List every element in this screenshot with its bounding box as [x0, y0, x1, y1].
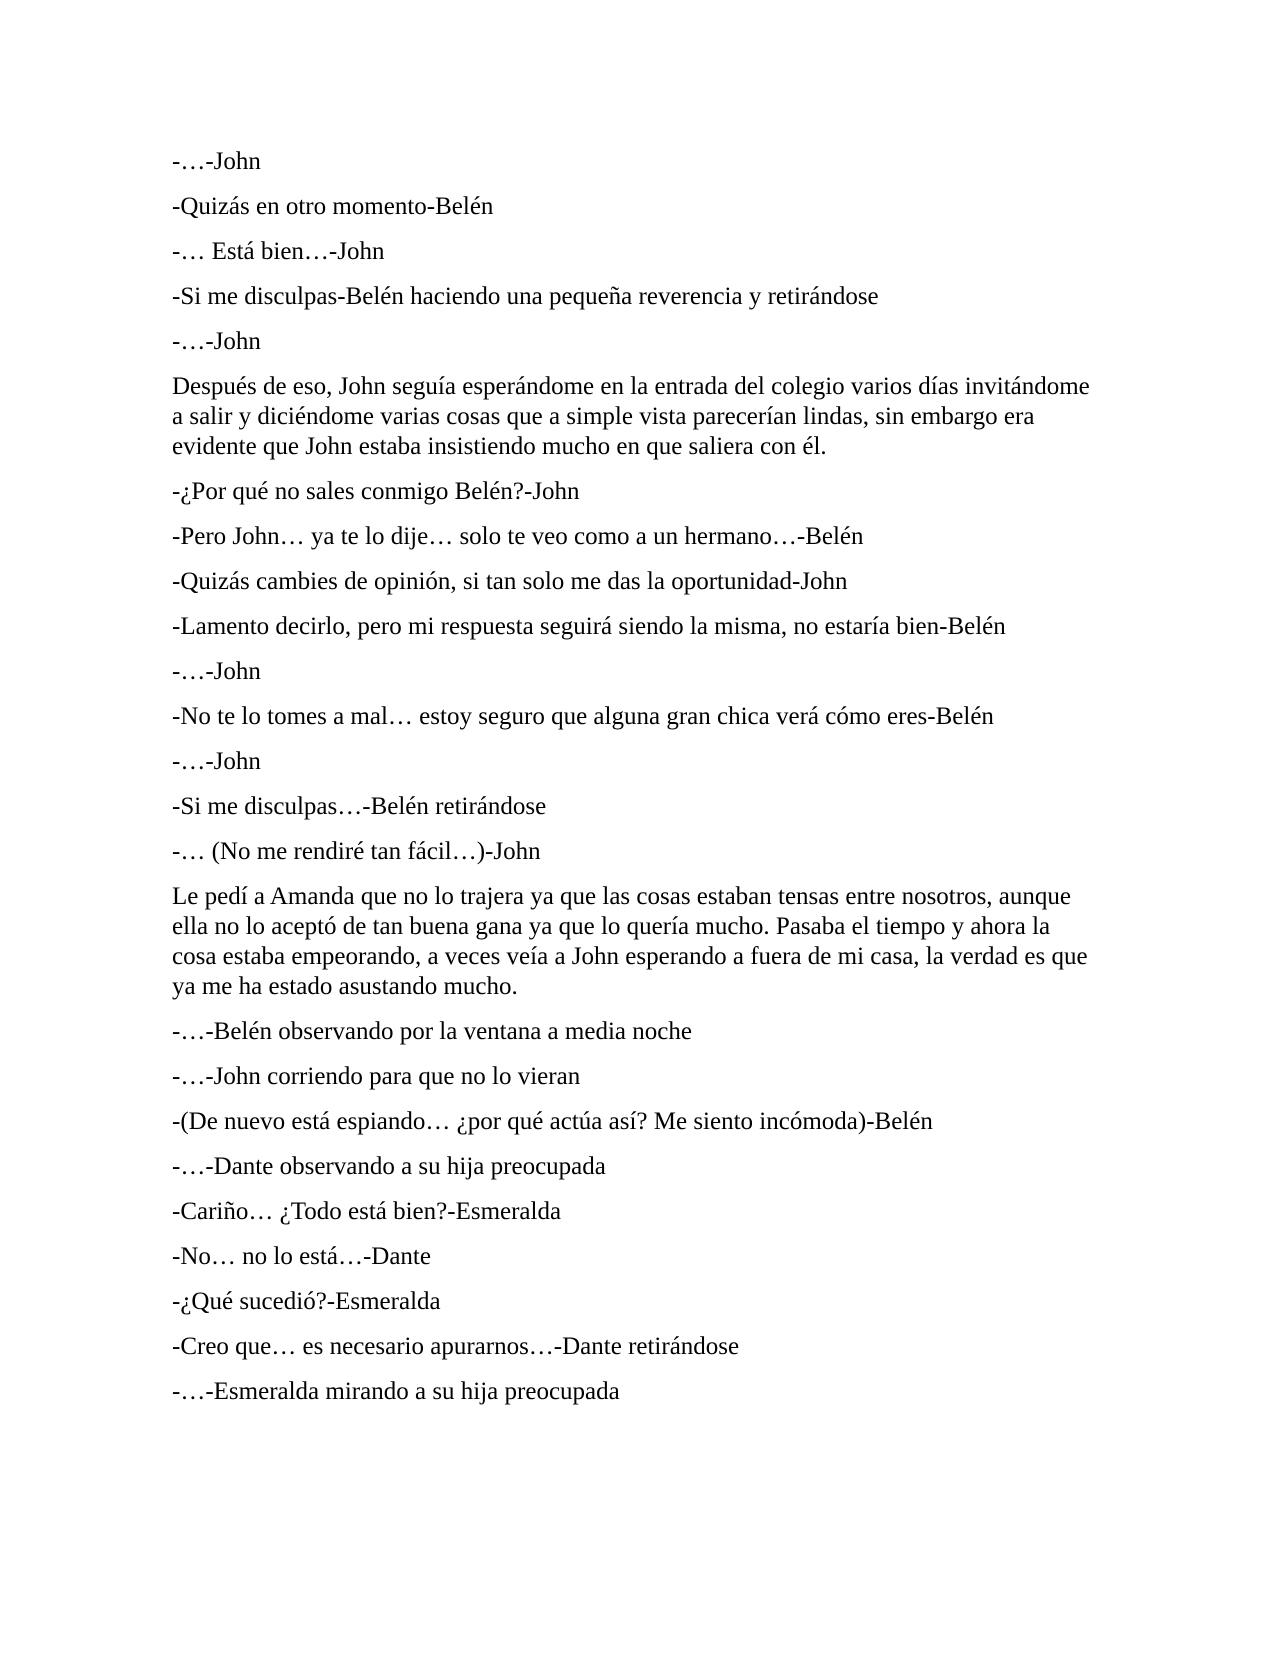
dialogue-paragraph	[172, 1152, 1180, 1182]
dialogue-paragraph	[172, 792, 1180, 822]
dialogue-line: -…-John	[172, 148, 261, 175]
dialogue-paragraph	[172, 1107, 1180, 1137]
dialogue-paragraph	[172, 1332, 1180, 1362]
dialogue-line: -Si me disculpas-Belén haciendo una pequeña reverencia y retirándose	[172, 283, 879, 310]
dialogue-paragraph	[172, 612, 1180, 642]
narration-line: a salir y diciéndome varias cosas que a simple vista parecerían lindas, sin embargo era	[172, 403, 1035, 430]
dialogue-paragraph	[172, 1062, 1180, 1092]
dialogue-paragraph	[172, 567, 1180, 597]
dialogue-line: -No… no lo está…-Dante	[172, 1243, 431, 1270]
dialogue-paragraph	[172, 477, 1180, 507]
dialogue-paragraph	[172, 192, 1180, 222]
dialogue-line: -…-John	[172, 658, 261, 685]
narration-line: cosa estaba empeorando, a veces veía a John esperando a fuera de mi casa, la verdad es que	[172, 943, 1088, 970]
dialogue-line: -¿Qué sucedió?-Esmeralda	[172, 1288, 441, 1315]
dialogue-paragraph	[172, 1377, 1180, 1407]
dialogue-line: -Si me disculpas…-Belén retirándose	[172, 793, 547, 820]
dialogue-line: -…-Belén observando por la ventana a media noche	[172, 1018, 692, 1045]
dialogue-line: -Quizás cambies de opinión, si tan solo me das la oportunidad-John	[172, 568, 848, 595]
dialogue-line: -Quizás en otro momento-Belén	[172, 193, 494, 220]
dialogue-line: -Lamento decirlo, pero mi respuesta seguirá siendo la misma, no estaría bien-Belén	[172, 613, 1006, 640]
document-body	[172, 147, 1180, 1407]
dialogue-line: -(De nuevo está espiando… ¿por qué actúa así? Me siento incómoda)-Belén	[172, 1108, 933, 1135]
dialogue-paragraph	[172, 282, 1180, 312]
dialogue-line: -… Está bien…-John	[172, 238, 385, 265]
narration-line: ya me ha estado asustando mucho.	[172, 973, 518, 1000]
dialogue-line: -…-Dante observando a su hija preocupada	[172, 1153, 606, 1180]
dialogue-paragraph	[172, 1197, 1180, 1227]
dialogue-line: -Pero John… ya te lo dije… solo te veo como a un hermano…-Belén	[172, 523, 864, 550]
dialogue-line: -Cariño… ¿Todo está bien?-Esmeralda	[172, 1198, 562, 1225]
dialogue-line: -¿Por qué no sales conmigo Belén?-John	[172, 478, 580, 505]
dialogue-paragraph	[172, 1017, 1180, 1047]
dialogue-paragraph	[172, 1287, 1180, 1317]
narration-paragraph	[172, 882, 1180, 1002]
dialogue-paragraph	[172, 237, 1180, 267]
dialogue-line: -Creo que… es necesario apurarnos…-Dante retirándose	[172, 1333, 740, 1360]
dialogue-line: -No te lo tomes a mal… estoy seguro que alguna gran chica verá cómo eres-Belén	[172, 703, 994, 730]
dialogue-line: -…-John	[172, 748, 261, 775]
dialogue-line: -… (No me rendiré tan fácil…)-John	[172, 838, 541, 865]
narration-line: evidente que John estaba insistiendo mucho en que saliera con él.	[172, 433, 827, 460]
dialogue-paragraph	[172, 327, 1180, 357]
dialogue-line: -…-John	[172, 328, 261, 355]
narration-line: Después de eso, John seguía esperándome en la entrada del colegio varios días invitándome	[172, 373, 1090, 400]
dialogue-paragraph	[172, 657, 1180, 687]
dialogue-paragraph	[172, 747, 1180, 777]
dialogue-paragraph	[172, 147, 1180, 177]
dialogue-paragraph	[172, 1242, 1180, 1272]
dialogue-paragraph	[172, 522, 1180, 552]
narration-line: ella no lo aceptó de tan buena gana ya que lo quería mucho. Pasaba el tiempo y ahora la	[172, 913, 1051, 940]
dialogue-paragraph	[172, 702, 1180, 732]
narration-paragraph	[172, 372, 1180, 462]
narration-line: Le pedí a Amanda que no lo trajera ya que las cosas estaban tensas entre nosotros, aunque	[172, 883, 1071, 910]
dialogue-paragraph	[172, 837, 1180, 867]
dialogue-line: -…-John corriendo para que no lo vieran	[172, 1063, 581, 1090]
dialogue-line: -…-Esmeralda mirando a su hija preocupada	[172, 1378, 620, 1405]
